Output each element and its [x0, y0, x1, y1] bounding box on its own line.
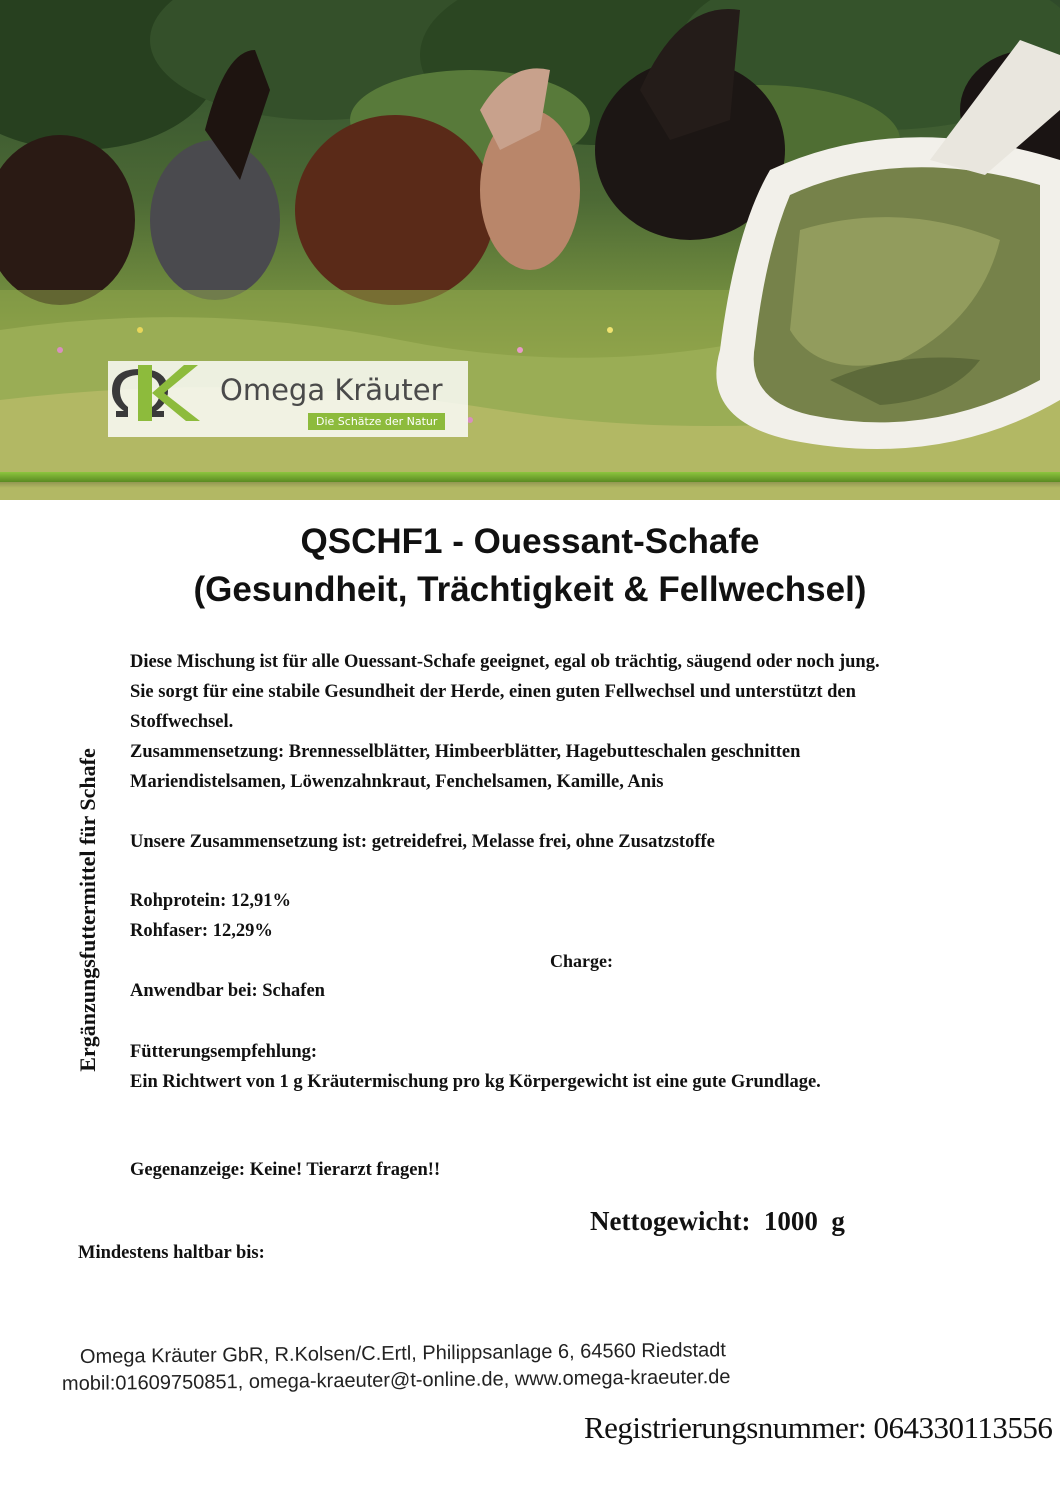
composition-line-1: Zusammensetzung: Brennesselblätter, Himbeerblätter, Hagebutteschalen geschnitten [130, 742, 801, 762]
composition-line-2: Mariendistelsamen, Löwenzahnkraut, Fenchelsamen, Kamille, Anis [130, 772, 664, 792]
omega-k-logo-icon [108, 361, 208, 425]
product-subtitle: (Gesundheit, Trächtigkeit & Fellwechsel) [193, 570, 867, 609]
feeding-title: Fütterungsempfehlung: [130, 1042, 318, 1062]
logo-title: Omega Kräuter [220, 373, 443, 407]
feeding-recommendation: Ein Richtwert von 1 g Kräutermischung pro kg Körpergewicht ist eine gute Grundlage. [130, 1072, 821, 1092]
logo-panel [108, 361, 468, 437]
company-address: Omega Kräuter GbR, R.Kolsen/C.Ertl, Philippsanlage 6, 64560 Riedstadt [79, 1339, 726, 1368]
logo-tagline: Die Schätze der Natur [308, 413, 445, 430]
applicable-for: Anwendbar bei: Schafen [130, 981, 325, 1001]
product-title: QSCHF1 - Ouessant-Schafe [300, 522, 760, 561]
crude-protein: Rohprotein: 12,91% [130, 891, 292, 911]
side-label-vertical: Ergänzungsfuttermittel für Schafe [75, 748, 100, 1072]
net-weight: Nettogewicht: 1000 g [590, 1206, 845, 1236]
hero-photo [0, 0, 1060, 500]
description-line-1: Diese Mischung ist für alle Ouessant-Schafe geeignet, egal ob trächtig, säugend oder noch jung. [130, 652, 880, 672]
company-contact: mobil:01609750851, omega-kraeuter@t-online.de, www.omega-kraeuter.de [61, 1366, 731, 1395]
contraindication: Gegenanzeige: Keine! Tierarzt fragen!! [130, 1160, 441, 1180]
composition-note: Unsere Zusammensetzung ist: getreidefrei, Melasse frei, ohne Zusatzstoffe [130, 832, 715, 852]
description-line-2: Sie sorgt für eine stabile Gesundheit der Herde, einen guten Fellwechsel und unterstützt den [130, 682, 856, 702]
green-divider [0, 472, 1060, 482]
description-line-3: Stoffwechsel. [130, 712, 234, 732]
registration-number: Registrierungsnummer: 064330113556 [584, 1410, 1053, 1445]
best-before-label: Mindestens haltbar bis: [78, 1243, 265, 1263]
batch-label: Charge: [550, 951, 613, 971]
crude-fiber: Rohfaser: 12,29% [130, 921, 273, 941]
divider-shadow [0, 482, 1060, 488]
